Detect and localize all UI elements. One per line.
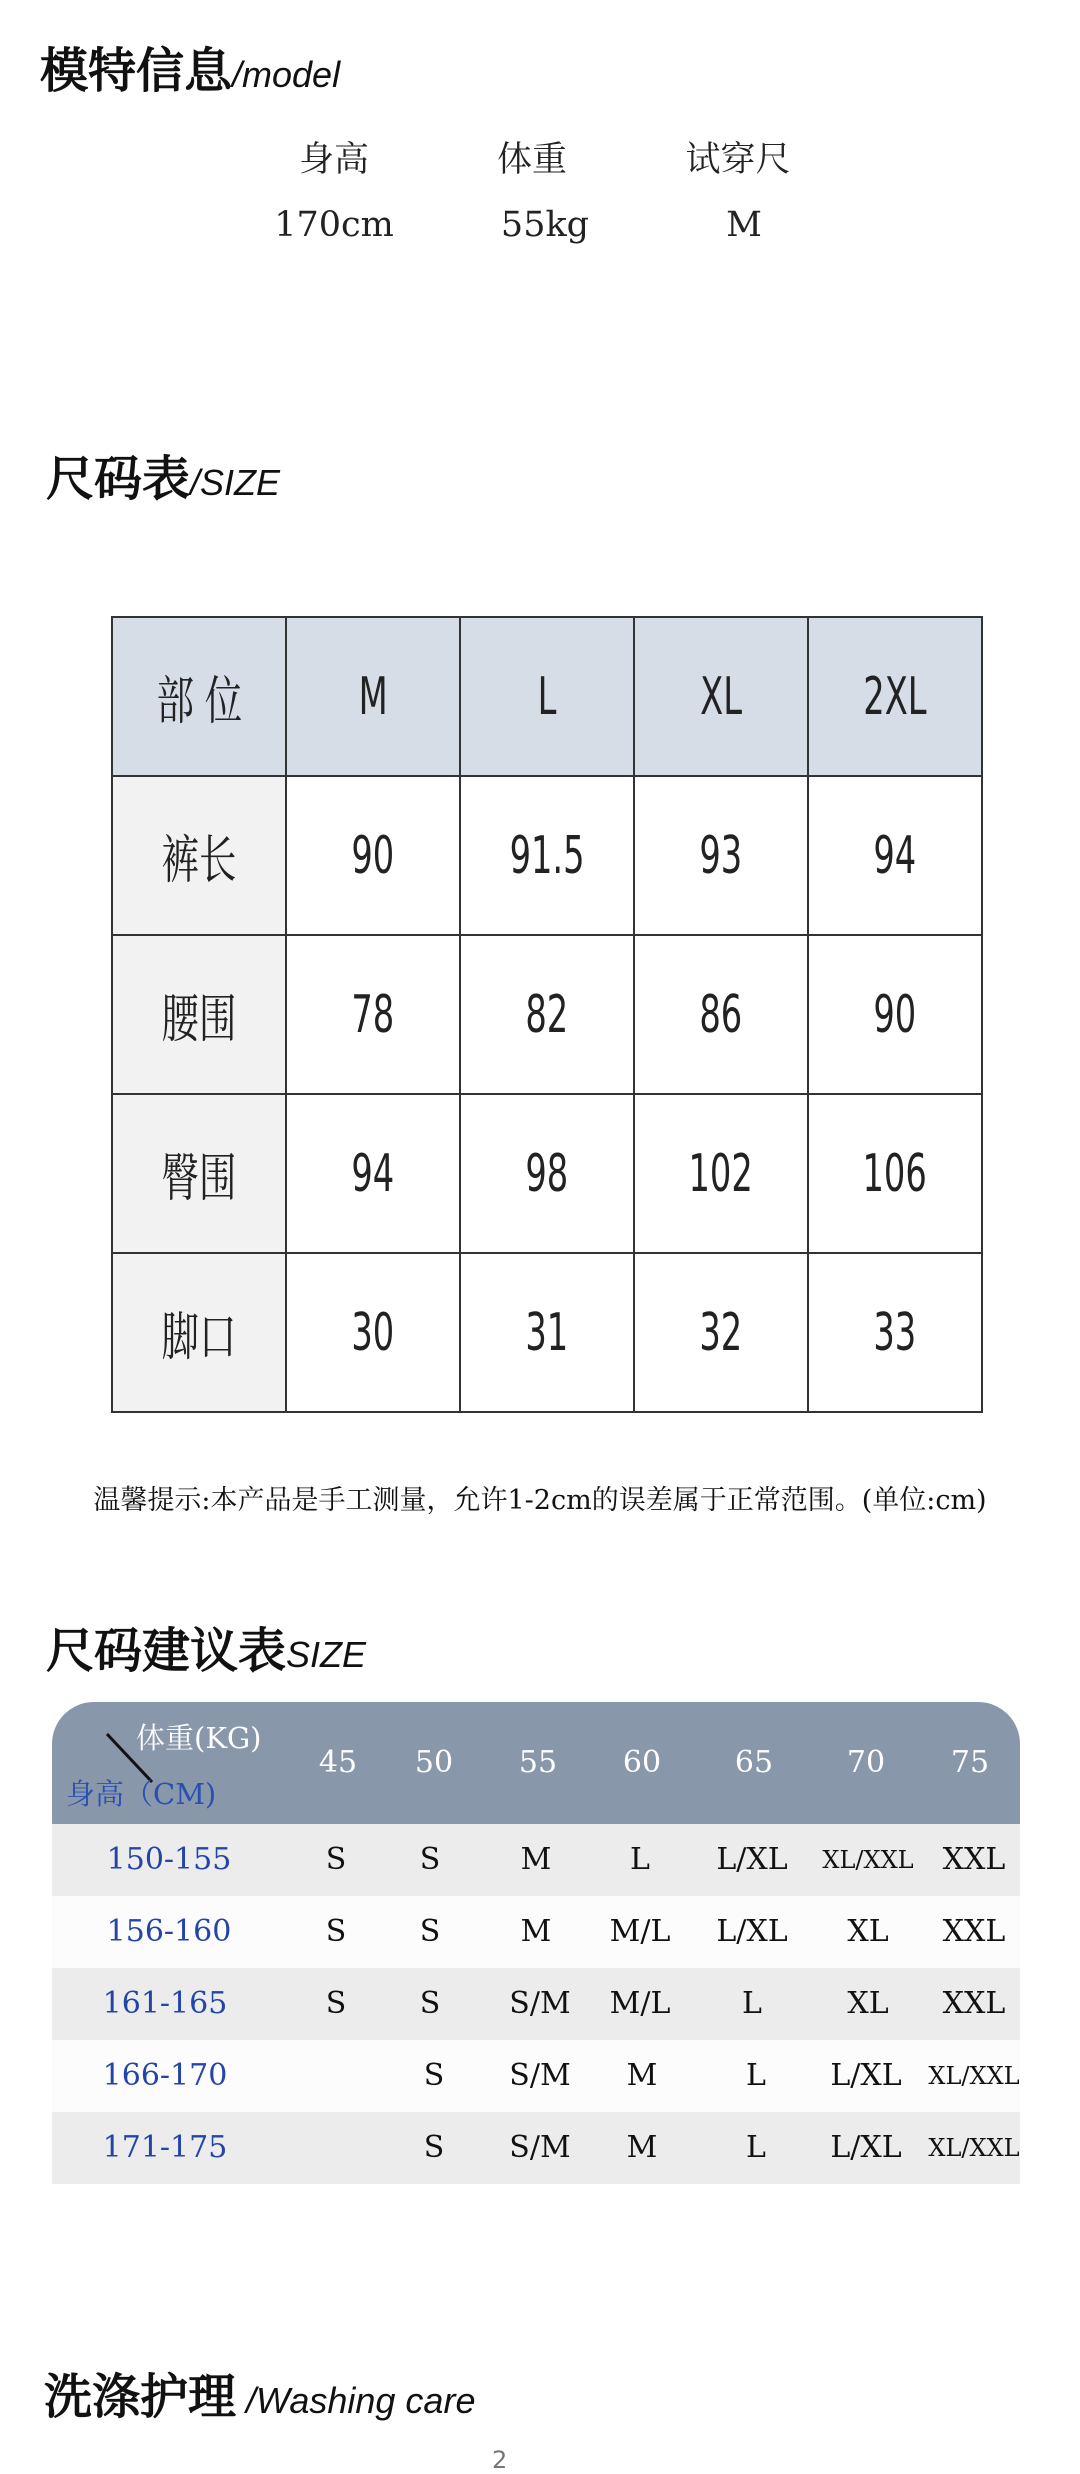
size-row-hip (112, 1094, 982, 1253)
size-cell: XL/XXL (928, 2062, 1020, 2090)
model-value-weight: 55kg (500, 205, 590, 245)
size-cell: XXL (942, 1986, 1006, 2021)
size-cell: 90 (808, 935, 982, 1094)
size-cell: M (520, 1914, 552, 1949)
size-row-label: 腰围 (112, 935, 286, 1094)
size-row-waist (112, 935, 982, 1094)
size-cell: XL/XXL (822, 1846, 914, 1874)
size-col-l: L (460, 617, 634, 776)
size-suggestion-heading (46, 1612, 366, 1681)
size-cell: L (742, 1986, 762, 2021)
height-range: 161-165 (102, 1986, 228, 2021)
size-cell: 30 (286, 1253, 460, 1412)
washing-care-heading (44, 2358, 475, 2427)
size-row-label: 脚口 (112, 1253, 286, 1412)
model-value-height: 170cm (274, 205, 394, 245)
size-cell: XXL (942, 1842, 1006, 1877)
height-range: 150-155 (106, 1842, 232, 1877)
size-cell: S (419, 1842, 441, 1877)
size-cell: L/XL (716, 1842, 788, 1877)
size-cell: M (520, 1842, 552, 1877)
weight-col: 60 (622, 1745, 662, 1780)
size-cell: 94 (808, 776, 982, 935)
size-cell: L (630, 1842, 650, 1877)
size-cell: S (325, 1986, 347, 2021)
size-cell: M (626, 2058, 658, 2093)
size-cell: 94 (286, 1094, 460, 1253)
size-cell: M/L (609, 1914, 671, 1949)
size-cell: 106 (808, 1094, 982, 1253)
size-cell: M/L (609, 1986, 671, 2021)
size-cell: S (423, 2130, 445, 2165)
weight-col: 75 (950, 1745, 990, 1780)
suggestion-row (52, 2112, 1020, 2184)
model-header-weight: 体重 (496, 140, 567, 180)
size-suggestion-subtitle: SIZE (286, 1634, 367, 1675)
size-cell: 78 (286, 935, 460, 1094)
size-cell: L/XL (830, 2058, 902, 2093)
suggestion-row (52, 2040, 1020, 2112)
size-row-label: 裤长 (112, 776, 286, 935)
height-range: 166-170 (102, 2058, 228, 2093)
size-cell: L/XL (830, 2130, 902, 2165)
page-number: 2 (492, 2446, 508, 2474)
size-cell: 90 (286, 776, 460, 935)
size-cell: 82 (460, 935, 634, 1094)
size-col-m: M (286, 617, 460, 776)
size-row-label: 臀围 (112, 1094, 286, 1253)
weight-col: 65 (734, 1745, 774, 1780)
size-cell: S (419, 1914, 441, 1949)
size-table-subtitle: /SIZE (190, 462, 281, 503)
size-cell: M (626, 2130, 658, 2165)
size-cell: 86 (634, 935, 808, 1094)
size-cell: S/M (509, 2058, 571, 2093)
size-cell: XL/XXL (928, 2134, 1020, 2162)
height-range: 171-175 (102, 2130, 228, 2165)
size-table-header-row (112, 617, 982, 776)
measurement-note: 温馨提示:本产品是手工测量，允许1-2cm的误差属于正常范围。(单位:cm) (93, 1485, 987, 1516)
size-col-part: 部 位 (112, 617, 286, 776)
size-cell: S (325, 1914, 347, 1949)
washing-care-title: 洗涤护理 (44, 2369, 237, 2425)
size-cell: L/XL (716, 1914, 788, 1949)
size-table-title: 尺码表 (46, 451, 191, 507)
size-cell: L (746, 2058, 766, 2093)
size-col-xl: XL (634, 617, 808, 776)
size-cell: 98 (460, 1094, 634, 1253)
size-table (111, 616, 983, 1413)
weight-col: 55 (518, 1745, 558, 1780)
size-col-2xl: 2XL (808, 617, 982, 776)
model-value-tried-size: M (726, 205, 762, 245)
model-info-heading (40, 32, 340, 101)
size-cell: 91.5 (460, 776, 634, 935)
size-cell: S (423, 2058, 445, 2093)
model-header-tried-size: 试穿尺 (685, 140, 791, 180)
model-info-subtitle: /model (232, 54, 341, 95)
weight-col: 45 (318, 1745, 358, 1780)
size-cell: L (746, 2130, 766, 2165)
suggestion-row (52, 1824, 1020, 1896)
model-info-title: 模特信息 (40, 43, 233, 99)
size-cell: XL (847, 1914, 889, 1949)
size-cell (286, 2040, 386, 2112)
suggestion-row (52, 1896, 1020, 1968)
size-cell (286, 2112, 386, 2184)
size-cell: 31 (460, 1253, 634, 1412)
size-cell: S/M (509, 2130, 571, 2165)
size-cell: 33 (808, 1253, 982, 1412)
size-cell: XL (847, 1986, 889, 2021)
size-suggestion-table (52, 1702, 1020, 2184)
suggestion-header-row (52, 1702, 1020, 1824)
size-cell: S (419, 1986, 441, 2021)
size-cell: 93 (634, 776, 808, 935)
washing-care-subtitle: /Washing care (236, 2380, 476, 2421)
size-suggestion-title: 尺码建议表 (46, 1623, 287, 1679)
size-table-heading (46, 440, 280, 509)
weight-col: 50 (414, 1745, 454, 1780)
weight-col: 70 (846, 1745, 886, 1780)
size-cell: XXL (942, 1914, 1006, 1949)
size-cell: S (325, 1842, 347, 1877)
size-cell: 102 (634, 1094, 808, 1253)
size-cell: S/M (509, 1986, 571, 2021)
suggestion-row (52, 1968, 1020, 2040)
model-header-height: 身高 (298, 140, 369, 180)
size-row-leg-opening (112, 1253, 982, 1412)
height-range: 156-160 (106, 1914, 232, 1949)
height-axis-label: 身高（CM) (66, 1777, 217, 1811)
weight-axis-label: 体重(KG) (136, 1721, 262, 1755)
size-cell: 32 (634, 1253, 808, 1412)
size-row-pants-length (112, 776, 982, 935)
